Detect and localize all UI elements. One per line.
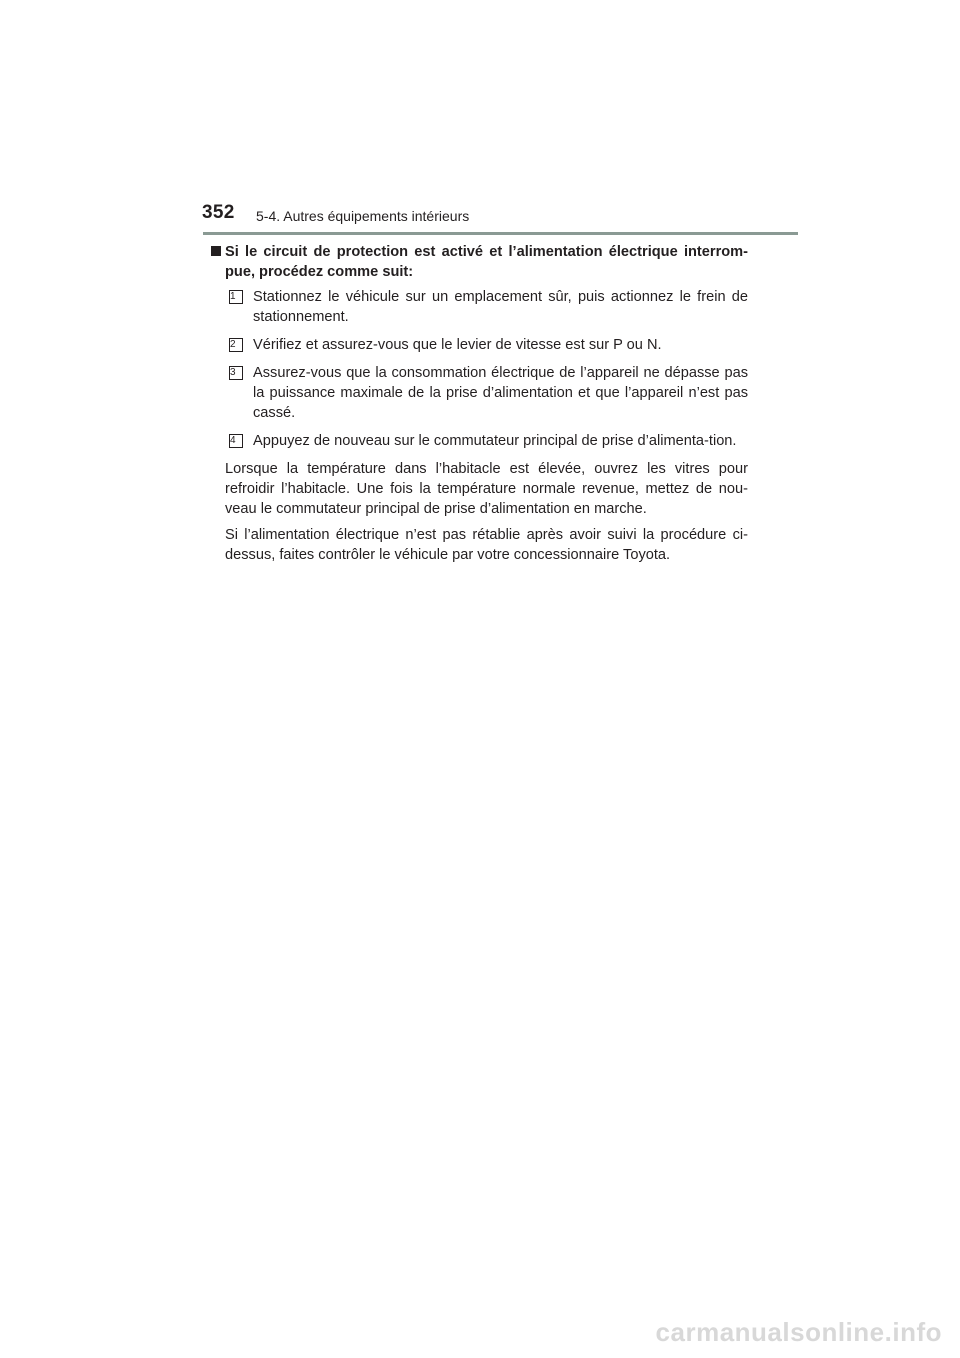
section-heading — [211, 242, 748, 282]
watermark: carmanualsonline.info — [655, 1317, 942, 1347]
page-number: 352 — [202, 202, 235, 223]
square-bullet-icon — [211, 246, 221, 256]
step-text: Assurez-vous que la consommation électrique de l’appareil ne dépasse pas la puissance maximale de la prise d’alimentation et que l’appareil n’est pas cassé. — [253, 365, 748, 421]
step-item — [211, 335, 748, 355]
content-body — [211, 242, 748, 571]
paragraph: Lorsque la température dans l’habitacle est élevée, ouvrez les vitres pour refroidir l’habitacle. Une fois la température normale revenue, mettez de nou-veau le commutateur principal de prise d’alimentation en marche. — [225, 461, 748, 517]
section-title: 5-4. Autres équipements intérieurs — [256, 208, 470, 224]
step-text: Stationnez le véhicule sur un emplacement sûr, puis actionnez le frein de stationnement. — [253, 289, 748, 325]
step-number-box: 2 — [229, 338, 243, 352]
step-text: Vérifiez et assurez-vous que le levier de vitesse est sur P ou N. — [253, 337, 662, 353]
paragraph: Si l’alimentation électrique n’est pas rétablie après avoir suivi la procédure ci-dessus, faites contrôler le véhicule par votre concessionnaire Toyota. — [225, 527, 748, 563]
step-number-box: 4 — [229, 434, 243, 448]
header-rule — [203, 232, 798, 235]
heading-text: Si le circuit de protection est activé et l’alimentation électrique interrom-pue, procédez comme suit: — [225, 244, 748, 280]
step-number-box: 3 — [229, 366, 243, 380]
step-number-box: 1 — [229, 290, 243, 304]
step-item — [211, 363, 748, 423]
step-text: Appuyez de nouveau sur le commutateur principal de prise d’alimenta-tion. — [253, 433, 737, 449]
step-item — [211, 431, 748, 451]
step-item — [211, 287, 748, 327]
steps-list — [211, 287, 748, 451]
